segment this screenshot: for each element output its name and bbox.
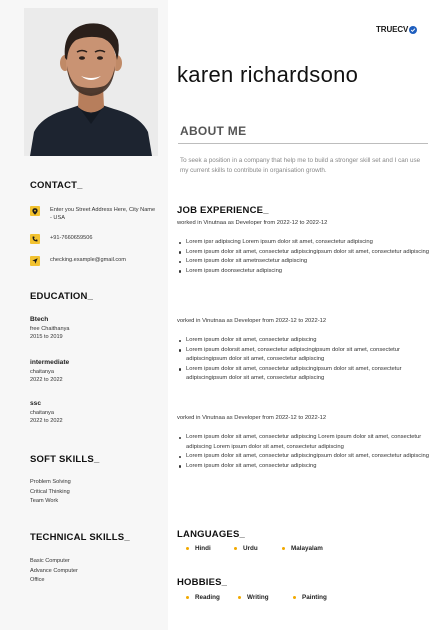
job-experience-heading: JOB EXPERIENCE_ (177, 205, 269, 216)
list-item: Lorem ipsum dolor sit amet, consectetur adipiscing (177, 336, 433, 346)
list-item: Advance Computer (30, 567, 78, 574)
education-degree: Btech (30, 316, 49, 323)
list-item: Lorem ipsum dolor sit amet, consectetur adipiscing (177, 462, 433, 472)
job-entry (177, 220, 433, 276)
list-item: Basic Computer (30, 558, 70, 564)
contact-address: Enter you Street Address Here, City Name - USA (50, 207, 156, 221)
list-item (186, 545, 234, 552)
education-years: 2015 to 2019 (30, 333, 63, 340)
education-heading: EDUCATION_ (30, 291, 94, 302)
send-icon (30, 256, 40, 266)
list-item (282, 545, 323, 552)
list-item (186, 594, 238, 601)
list-item: Lorem ipsum dolor sit amet, consectetur adipiscingipsum dolor sit amet, consectetur adipiscing (177, 452, 433, 462)
bullet-dot-icon (186, 596, 189, 599)
contact-address-row (30, 206, 156, 222)
job-entry (177, 318, 433, 384)
job-heading: vorked in Vinutnaa as Developer from 2022-12 to 2022-12 (177, 415, 327, 421)
location-pin-icon (30, 206, 40, 216)
contact-email[interactable]: checking.example@gmail.com (50, 257, 126, 263)
contact-phone[interactable]: +91-7660659506 (50, 235, 93, 241)
soft-skills-heading: SOFT SKILLS_ (30, 454, 100, 465)
candidate-name: karen richardsono (177, 62, 359, 87)
profile-photo (24, 8, 158, 156)
soft-skills-list (30, 478, 150, 507)
education-item (30, 359, 150, 385)
list-item: Lorem ipsum dolor sit ametnsectetur adipiscing (177, 257, 433, 267)
job-heading: vorked in Vinutnaa as Developer from 2022-12 to 2022-12 (177, 318, 327, 324)
job-entry (177, 415, 433, 471)
job-bullets (177, 238, 433, 276)
education-school: chaitanya (30, 369, 54, 375)
list-item (238, 594, 293, 601)
hobby-label: Reading (195, 594, 220, 601)
contact-email-row (30, 256, 156, 266)
education-school: chaitanya (30, 410, 54, 416)
hobbies-list (186, 594, 327, 601)
language-label: Urdu (243, 545, 258, 552)
list-item (234, 545, 282, 552)
contact-heading: CONTACT_ (30, 180, 83, 191)
languages-heading: LANGUAGES_ (177, 529, 245, 540)
hobby-label: Painting (302, 594, 327, 601)
list-item: Lorem ipsum dolor sit amet, consectetur adipiscing Lorem ipsum dolor sit amet, consectetur adipiscing Lorem ipsum dolor sit amet, consectetur adipiscing (177, 433, 433, 452)
education-school: free Chaithanya (30, 326, 70, 332)
job-heading: worked in Vinutnaa as Developer from 2022-12 to 2022-12 (177, 220, 328, 226)
bullet-dot-icon (238, 596, 241, 599)
education-item (30, 316, 150, 342)
list-item (293, 594, 327, 601)
job-bullets (177, 433, 433, 471)
about-heading: ABOUT ME (180, 124, 247, 138)
job-bullets (177, 336, 433, 384)
hobby-label: Writing (247, 594, 269, 601)
hobbies-heading: HOBBIES_ (177, 577, 228, 588)
technical-skills-list (30, 557, 150, 586)
list-item: Critical Thinking (30, 488, 70, 495)
about-text: To seek a position in a company that help me to build a stronger skill set and I can use my current skills to contribute in organisation growth. (180, 157, 421, 174)
language-label: Malayalam (291, 545, 323, 552)
technical-skills-heading: TECHNICAL SKILLS_ (30, 532, 130, 543)
list-item: Lorem ipsr adipiscing Lorem ipsum dolor sit amet, consectetur adipiscing (177, 238, 433, 248)
phone-icon (30, 234, 40, 244)
bullet-dot-icon (234, 547, 237, 550)
list-item: Lorem ipsum dolorsit amet, consectetur adipiscingipsum dolor sit amet, consectetur adipiscingipsum dolor sit amet, consectetur adipiscing (177, 346, 433, 365)
sidebar (0, 0, 168, 630)
bullet-dot-icon (293, 596, 296, 599)
education-degree: ssc (30, 400, 42, 407)
list-item: Team Work (30, 498, 59, 504)
contact-phone-row (30, 234, 156, 244)
truecv-logo (376, 25, 417, 34)
bullet-dot-icon (186, 547, 189, 550)
education-years: 2022 to 2022 (30, 417, 63, 424)
education-item (30, 400, 150, 426)
check-badge-icon (409, 26, 417, 34)
bullet-dot-icon (282, 547, 285, 550)
list-item: Office (30, 577, 45, 583)
logo-text: TRUECV (376, 25, 409, 34)
about-divider (178, 143, 428, 144)
list-item: Lorem ipsum dolor sit amet, consectetur adipiscingipsum dolor sit amet, consectetur adipiscing (177, 248, 433, 258)
list-item: Problem Solving (30, 479, 71, 485)
list-item: Lorem ipsum dolor sit amet, consectetur adipiscingipsum dolor sit amet, consectetur adipiscingipsum dolor sit amet, consectetur adipiscing (177, 365, 433, 384)
list-item: Lorem ipsum doonsectetur adipiscing (177, 267, 433, 277)
language-label: Hindi (195, 545, 211, 552)
languages-list (186, 545, 323, 552)
education-degree: intermediate (30, 359, 70, 366)
education-years: 2022 to 2022 (30, 376, 63, 383)
